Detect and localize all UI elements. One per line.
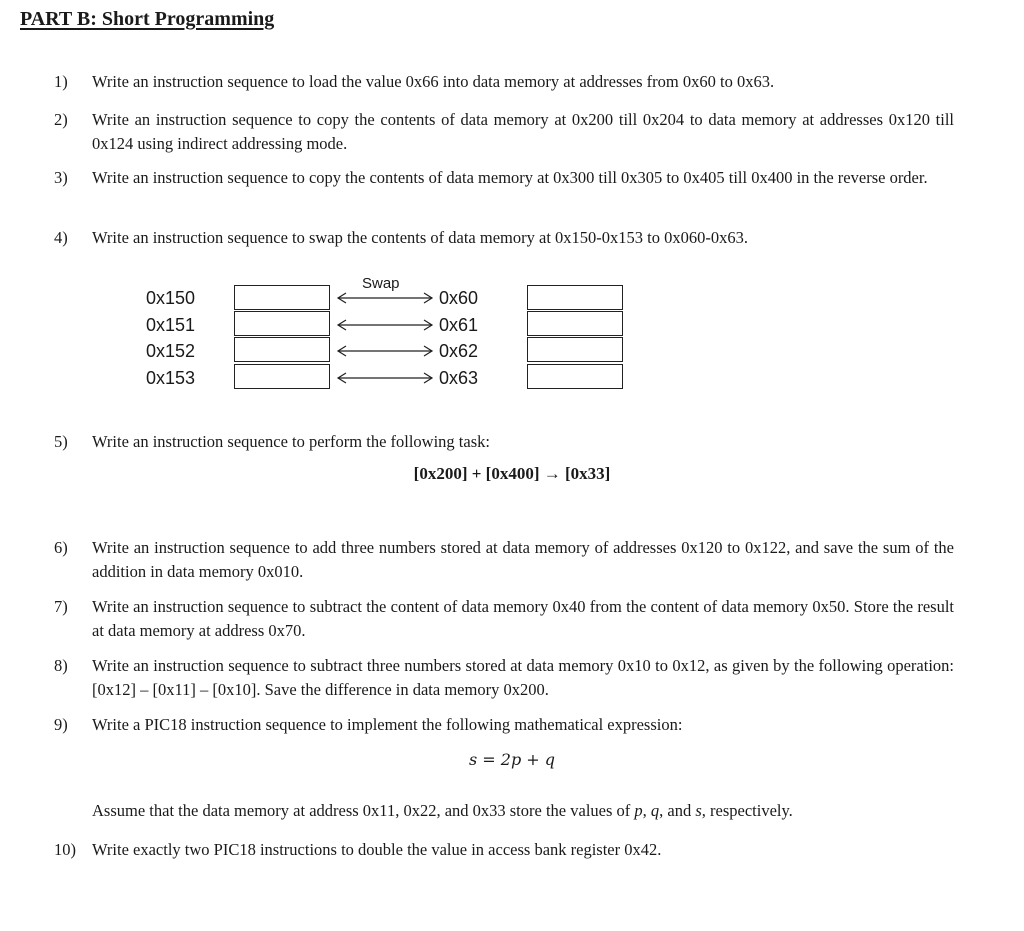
right-address-2: 0x62 xyxy=(439,341,479,361)
question-number: 5) xyxy=(54,432,68,451)
question-number: 7) xyxy=(54,597,68,616)
left-address-2: 0x152 xyxy=(146,341,196,361)
q9-note-after: , respectively. xyxy=(701,801,793,820)
q5-equation: [0x200] + [0x400] → [0x33] xyxy=(413,464,611,483)
question-text: Write an instruction sequence to subtract the content of data memory 0x40 from the content of data memory 0x50. Store the result at data memory at address 0x70. xyxy=(92,597,954,640)
q9-note-before: Assume that the data memory at address 0x11, 0x22, and 0x33 store the values of xyxy=(92,801,635,820)
question-text: Write an instruction sequence to subtract three numbers stored at data memory 0x10 to 0x12, as given by the following operation: [0x12] – [0x11] – [0x10]. Save the difference in data memory 0x200. xyxy=(92,656,954,699)
left-address-3: 0x153 xyxy=(146,368,196,388)
question-text: Write an instruction sequence to copy the contents of data memory at 0x300 till 0x305 to 0x405 till 0x400 in the reverse order. xyxy=(92,168,928,187)
question-text: Write an instruction sequence to add three numbers stored at data memory of addresses 0x120 to 0x122, and save the sum of the addition in data memory 0x010. xyxy=(92,538,954,581)
question-number: 10) xyxy=(54,840,76,859)
q9-note-sep2: , and xyxy=(659,801,696,820)
q9-expression: s = 2p + q xyxy=(468,750,556,769)
double-arrow-2 xyxy=(338,346,432,356)
question-8 xyxy=(54,654,954,702)
left-address-1: 0x151 xyxy=(146,315,196,335)
question-6 xyxy=(54,536,954,584)
q9-note xyxy=(92,799,962,823)
question-text: Write exactly two PIC18 instructions to double the value in access bank register 0x42. xyxy=(92,840,662,859)
question-10 xyxy=(54,838,954,862)
question-number: 8) xyxy=(54,656,68,675)
question-number: 1) xyxy=(54,72,68,91)
section-title: PART B: Short Programming xyxy=(20,8,275,30)
left-address-0: 0x150 xyxy=(146,288,196,308)
question-7 xyxy=(54,595,954,643)
right-address-3: 0x63 xyxy=(439,368,479,388)
question-text: Write an instruction sequence to copy the contents of data memory at 0x200 till 0x204 to data memory at addresses 0x120 till 0x124 using indirect addressing mode. xyxy=(92,110,954,153)
double-arrow-0 xyxy=(338,293,432,303)
question-number: 3) xyxy=(54,168,68,187)
question-text: Write an instruction sequence to perform the following task: xyxy=(92,432,490,451)
double-arrow-1 xyxy=(338,320,432,330)
question-5 xyxy=(54,430,954,454)
question-number: 4) xyxy=(54,228,68,247)
double-arrow-3 xyxy=(338,373,432,383)
question-text: Write a PIC18 instruction sequence to implement the following mathematical expression: xyxy=(92,715,683,734)
question-text: Write an instruction sequence to swap the contents of data memory at 0x150-0x153 to 0x060-0x63. xyxy=(92,228,748,247)
question-text: Write an instruction sequence to load the value 0x66 into data memory at addresses from 0x60 to 0x63. xyxy=(92,72,775,91)
right-address-1: 0x61 xyxy=(439,315,479,335)
q9-note-p: p xyxy=(634,801,643,820)
question-number: 9) xyxy=(54,715,68,734)
right-address-0: 0x60 xyxy=(439,288,479,308)
q9-note-q: q xyxy=(650,801,660,820)
q9-note-s: s xyxy=(695,801,702,820)
question-number: 2) xyxy=(54,110,68,129)
question-number: 6) xyxy=(54,538,68,557)
swap-label: Swap xyxy=(362,275,400,292)
q9-note-sep1: , xyxy=(642,801,651,820)
question-9 xyxy=(54,713,954,737)
